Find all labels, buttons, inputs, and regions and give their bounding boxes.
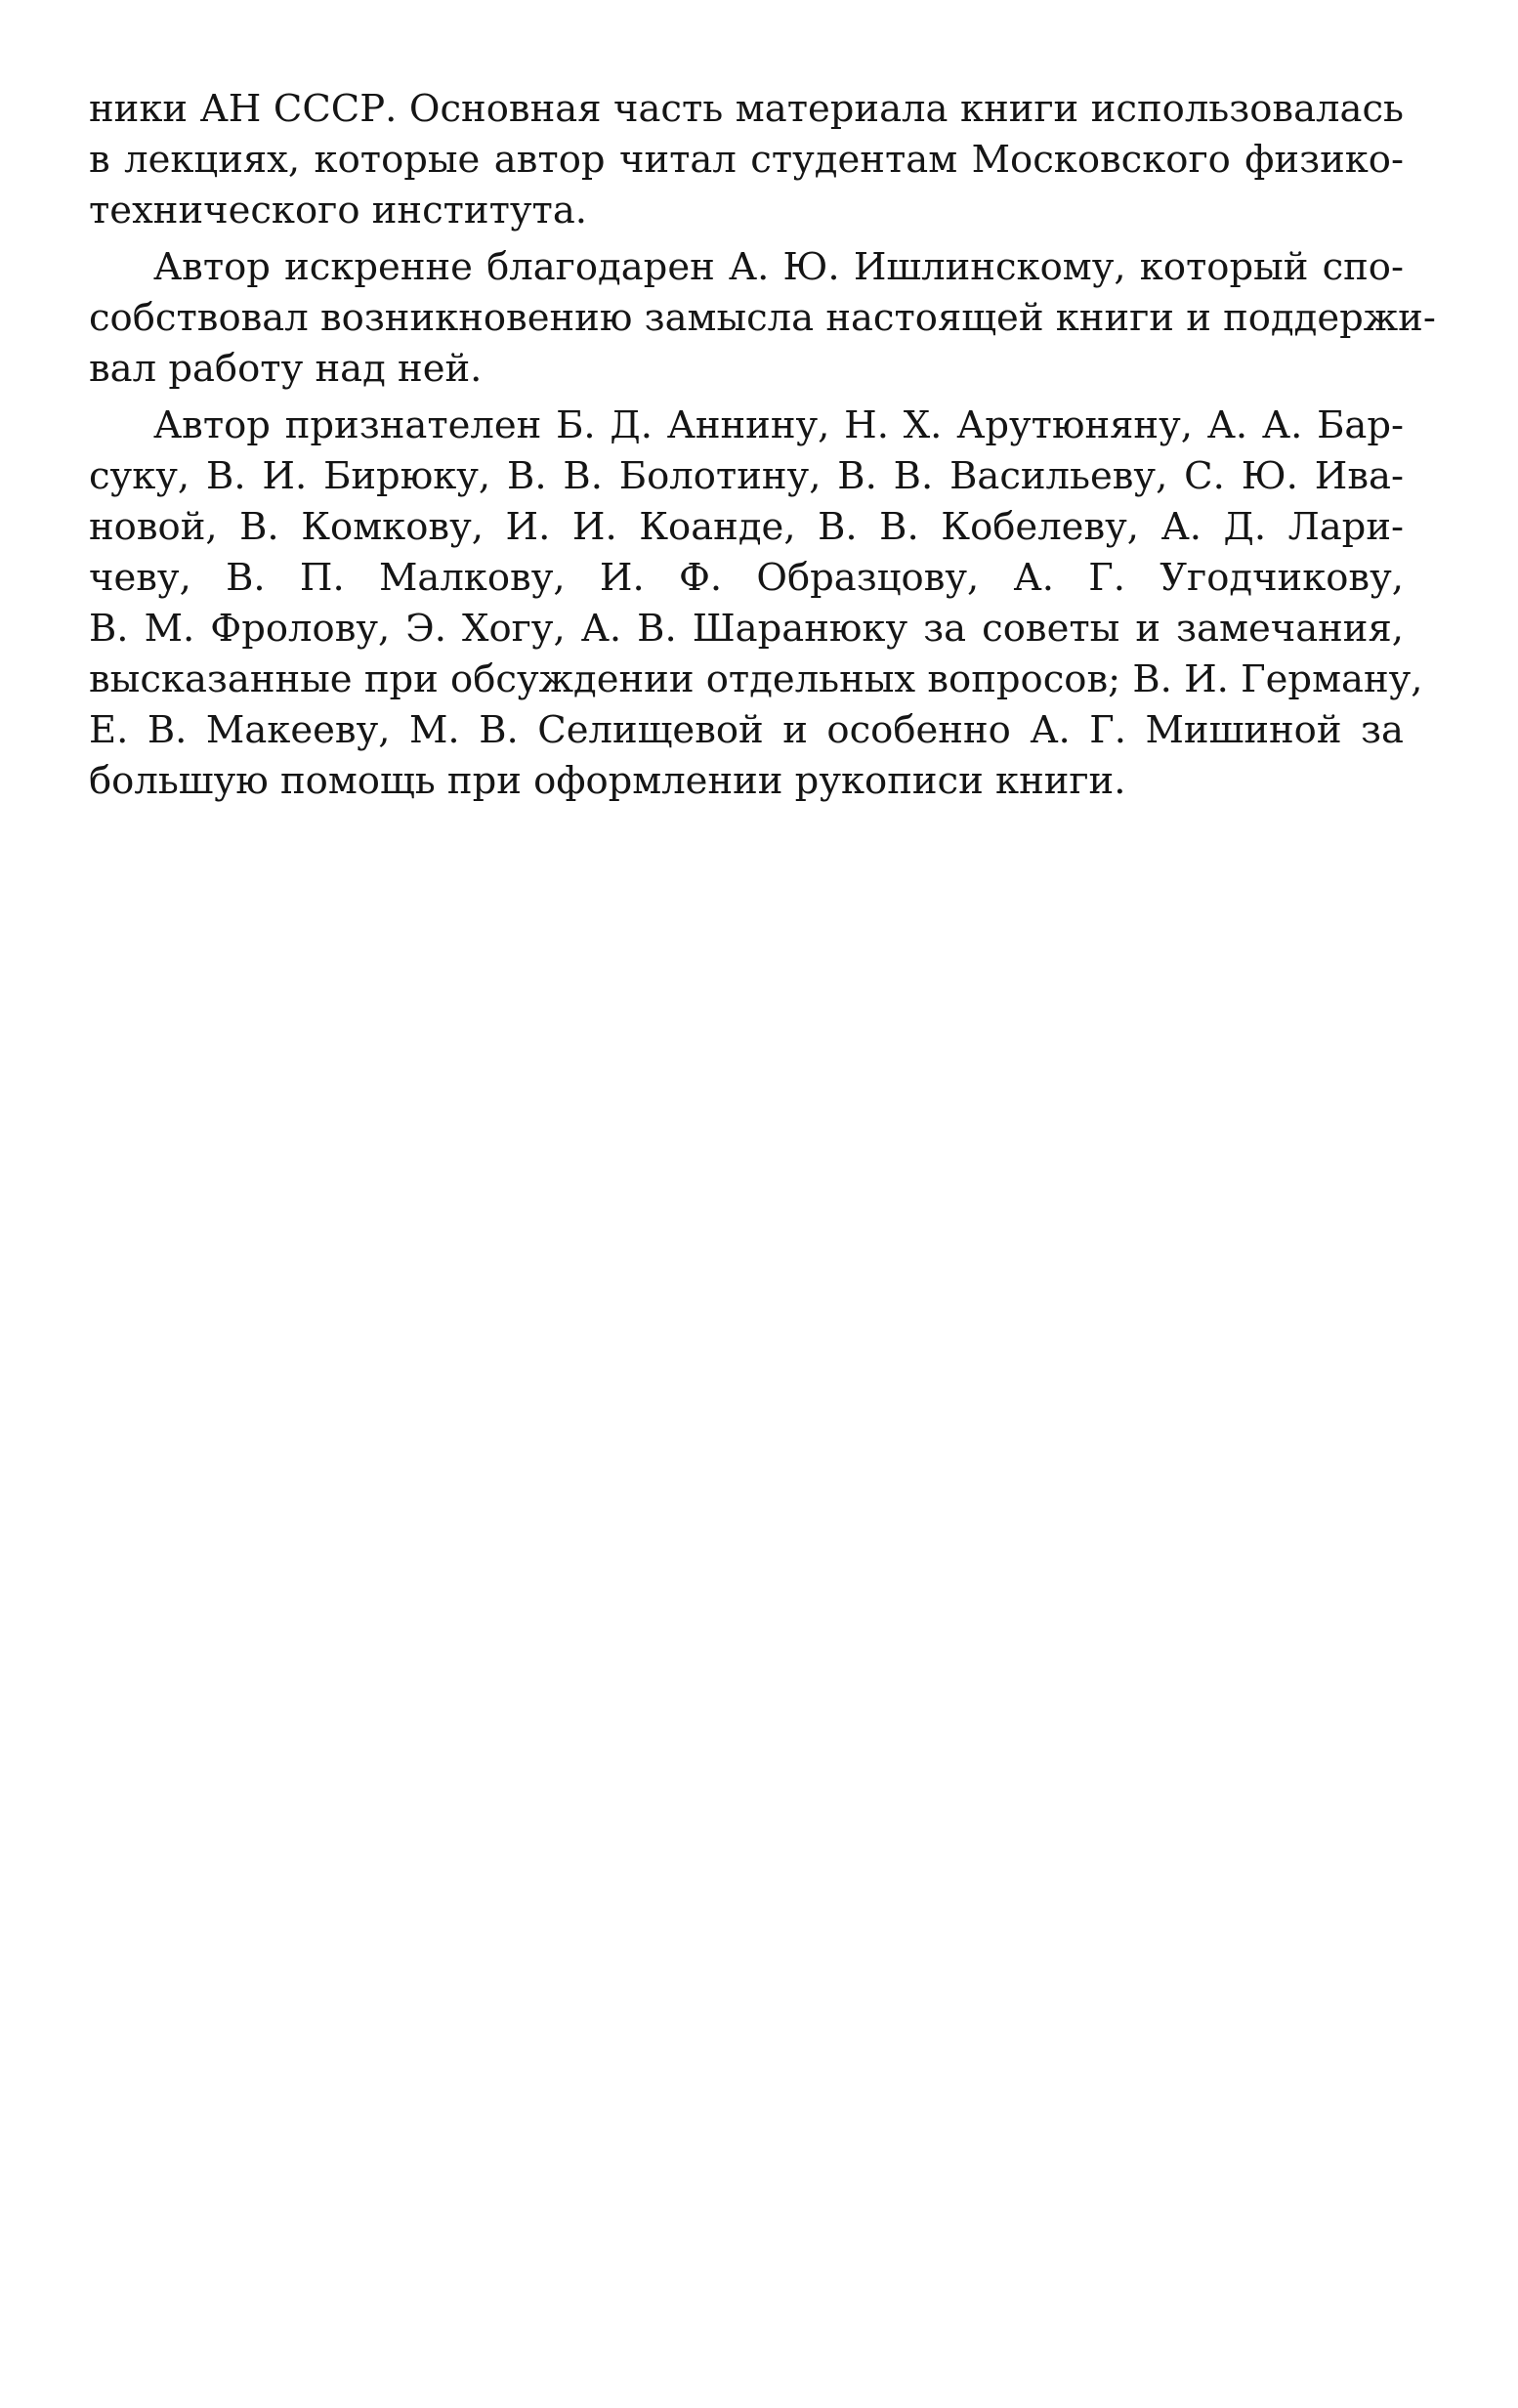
document-body <box>89 84 1436 807</box>
text-line: суку, В. И. Бирюку, В. В. Болотину, В. В. Васильеву, С. Ю. Ива- <box>89 454 1404 498</box>
text-line: чеву, В. П. Малкову, И. Ф. Образцову, А. Г. Угодчикову, <box>89 556 1404 600</box>
text-line: ники АН СССР. Основная часть материала книги использовалась <box>89 87 1404 131</box>
paragraph-acknowledgement-intro <box>89 84 1404 236</box>
text-line: собствовал возникновению замысла настоящей книги и поддержи- <box>89 296 1436 340</box>
text-line: вал работу над ней. <box>89 347 483 391</box>
text-line: Автор признателен Б. Д. Аннину, Н. Х. Арутюняну, А. А. Бар- <box>153 403 1404 447</box>
paragraph-thanks-ishlinsky <box>89 242 1436 395</box>
text-line: большую помощь при оформлении рукописи книги. <box>89 759 1126 803</box>
text-line: технического института. <box>89 189 588 232</box>
text-line: В. М. Фролову, Э. Хогу, А. В. Шаранюку за советы и замечания, <box>89 607 1404 651</box>
text-line: в лекциях, которые автор читал студентам Московского физико- <box>89 138 1404 182</box>
text-line: новой, В. Комкову, И. И. Коанде, В. В. Кобелеву, А. Д. Лари- <box>89 505 1404 549</box>
text-line: Автор искренне благодарен А. Ю. Ишлинскому, который спо- <box>153 245 1404 289</box>
text-line: Е. В. Макееву, М. В. Селищевой и особенно А. Г. Мишиной за <box>89 708 1404 752</box>
paragraph-thanks-colleagues <box>89 401 1423 807</box>
text-line: высказанные при обсуждении отдельных вопросов; В. И. Герману, <box>89 657 1423 701</box>
